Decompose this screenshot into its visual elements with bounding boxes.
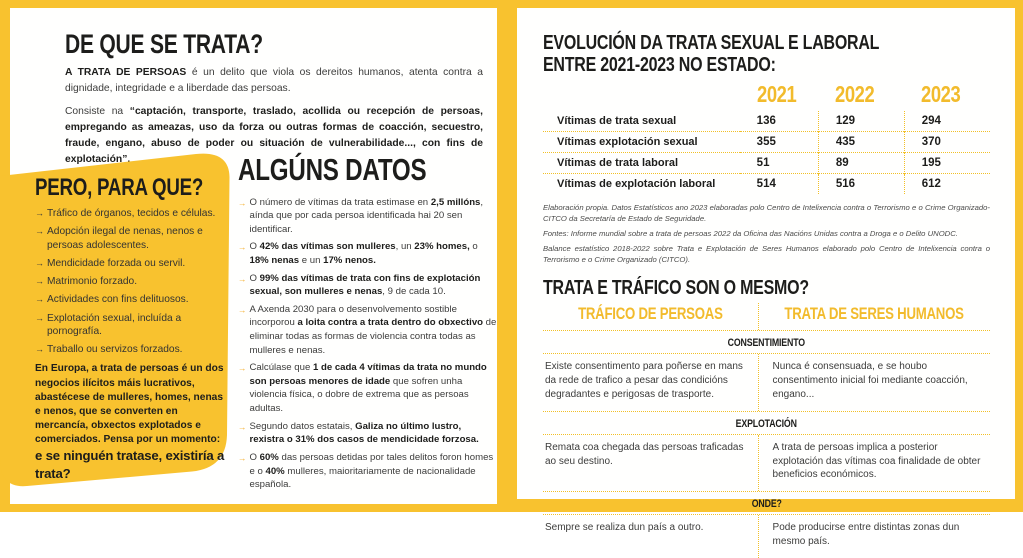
datos-title: ALGÚNS DATOS [238, 152, 427, 187]
stats-title-line1: EVOLUCIÓN DA TRATA SEXUAL E LABORAL [543, 31, 880, 54]
list-item [35, 207, 229, 220]
list-item-text [250, 303, 499, 357]
row-value: 294 [904, 111, 990, 132]
arrow-right-icon: → [35, 276, 44, 287]
page-left [10, 8, 497, 504]
row-value: 136 [740, 111, 818, 132]
list-item [238, 272, 498, 299]
text-run: 18% nenas [249, 254, 300, 266]
text-run: 1 de cada 4 vítimas da trata no mundo son persoas menores de idade [249, 362, 487, 387]
arrow-right-icon: → [35, 257, 44, 268]
arrow-right-icon: → [238, 242, 247, 253]
arrow-right-icon: → [238, 273, 247, 284]
stats-table [543, 81, 990, 194]
source-note: Fontes: Informe mundial sobre a trata de persoas 2022 da Oficina das Nacións Unidas contra a Droga e o Delito UNODC. [543, 228, 958, 238]
section-body [543, 435, 990, 491]
section-cell-trafico: Existe consentimento para poñerse en mans da rede de trafico a pesar das condicións degradantes e perigosas de trasporte. [545, 361, 743, 400]
alguns-datos-section [238, 154, 498, 496]
list-item-text [250, 420, 499, 447]
section-cell-trafico: Remata coa chegada das persoas traficadas ao seu destino. [545, 441, 744, 467]
comparison-table [543, 303, 990, 557]
year-header-label: 2021 [756, 81, 797, 108]
text-run: Calcúlase que [249, 362, 313, 374]
right-page-content [543, 32, 990, 558]
list-item-text [250, 451, 499, 492]
list-item-text [250, 361, 499, 415]
section-body [543, 354, 990, 410]
row-label: Vítimas de trata laboral [543, 153, 740, 174]
list-item-text [250, 272, 499, 299]
stats-title-line2: ENTRE 2021-2023 NO ESTADO: [543, 52, 776, 76]
list-item-text: Traballo ou servizos forzados. [47, 344, 183, 356]
list-item [238, 420, 498, 447]
row-value: 516 [818, 174, 904, 194]
text-run: , un [395, 241, 415, 253]
year-header-label: 2022 [834, 81, 875, 108]
list-item [35, 225, 229, 252]
arrow-right-icon: → [35, 312, 44, 323]
comparison-sections [543, 330, 990, 557]
row-value: 370 [904, 132, 990, 153]
text-run: e un [299, 254, 324, 266]
blob-closing-question: e se ninguén tratase, existiría a trata? [35, 447, 225, 482]
list-item [238, 451, 498, 492]
page-right [517, 8, 1015, 547]
list-item-text [250, 240, 499, 267]
intro-section [65, 30, 483, 168]
text-run: 40% [265, 465, 285, 477]
comparison-headers [543, 303, 990, 330]
column-header-trafico: TRÁFICO DE PERSOAS [577, 305, 723, 324]
row-value: 612 [904, 174, 990, 194]
text-run: O número de vítimas da trata estimase en [249, 196, 431, 208]
text-run: , aínda que por cada persoa identificada hai 20 sen identificar. [249, 196, 484, 235]
text-run: Segundo datos estatais, [249, 420, 356, 432]
section-header-label: CONSENTIMIENTO [727, 337, 806, 350]
text-run: Galiza no último lustro, rexistra o 31% dos casos de mendicidade forzosa. [249, 420, 479, 446]
arrow-right-icon: → [35, 226, 44, 237]
text-run: A Axenda 2030 para o desenvolvemento sostible incorporou [249, 303, 457, 329]
arrow-right-icon: → [35, 344, 44, 355]
comparison-title: TRATA E TRÁFICO SON O MESMO? [543, 275, 809, 299]
section-cell-trata: Nunca é consensuada, e se houbo consentimento inicial foi mediante coacción, engano... [758, 354, 990, 410]
text-run: 17% nenos. [323, 254, 376, 266]
list-item [238, 303, 498, 357]
text-run: 2,5 millóns [430, 196, 481, 208]
section-header [543, 411, 990, 435]
year-header-label: 2023 [920, 81, 961, 108]
list-item [238, 361, 498, 415]
text-run: Consiste na [65, 106, 130, 118]
arrow-right-icon: → [238, 452, 247, 463]
blob-list [35, 207, 229, 356]
row-value: 89 [818, 153, 904, 174]
text-run: 42% das vítimas son mulleres [259, 241, 396, 253]
year-header [818, 81, 904, 111]
row-label: Vítimas de trata sexual [543, 111, 740, 132]
pero-para-que-section [35, 175, 229, 483]
list-item-text: Tráfico de órganos, tecidos e células. [47, 208, 216, 220]
blob-closing [35, 362, 229, 483]
row-value: 435 [818, 132, 904, 153]
list-item-text: Actividades con fins delituosos. [47, 294, 189, 306]
section-cell-trafico: Sempre se realiza dun país a outro. [545, 522, 704, 534]
row-value: 514 [756, 178, 776, 191]
source-note: Balance estatístico 2018-2022 sobre Trata e Explotación de Seres Humanos elaborado polo Centro de Intelixencia contra o Terrorismo e o Crime Organizado (CITCO). [543, 243, 990, 264]
list-item-text: Matrimonio forzado. [47, 276, 138, 288]
row-value: 355 [740, 132, 818, 153]
list-item [35, 293, 229, 306]
text-run: das persoas detidas por tales delitos foron homes e o [249, 451, 494, 477]
text-run: O [249, 241, 260, 253]
list-item-text: Adopción ilegal de nenas, nenos e persoas adolescentes. [47, 226, 203, 251]
section-cell-trata: A trata de persoas implica a posterior explotación das vítimas coa finalidade de obter beneficios económicos. [758, 435, 990, 491]
text-run: O [249, 272, 260, 284]
blob-title: PERO, PARA QUE? [35, 174, 204, 201]
row-label: Vítimas explotación sexual [543, 132, 740, 153]
section-header [543, 491, 990, 515]
arrow-right-icon: → [238, 363, 247, 374]
row-value: 51 [740, 153, 818, 174]
row-label: Vítimas de explotación laboral [557, 178, 716, 191]
list-item [238, 240, 498, 267]
row-value: 129 [818, 111, 904, 132]
list-item [35, 312, 229, 339]
section-header [543, 330, 990, 354]
list-item [35, 257, 229, 270]
source-notes [543, 202, 990, 265]
text-run: mulleres, maioritariamente de nacionalidade española. [249, 465, 476, 491]
arrow-right-icon: → [238, 197, 247, 208]
list-item-text [250, 196, 499, 237]
table-corner-cell [543, 81, 740, 111]
datos-list [238, 196, 498, 492]
section-header-label: EXPLOTACIÓN [735, 417, 798, 430]
year-header [904, 81, 990, 111]
text-run: 23% homes, [414, 241, 470, 253]
text-run: 99% das vítimas de trata con fins de explotación sexual, son mulleres e nenas [249, 272, 481, 298]
text-run: o [469, 241, 478, 253]
text-run: O [249, 451, 260, 463]
text-run: 60% [259, 451, 279, 463]
list-item [35, 275, 229, 288]
list-item-text: Explotación sexual, incluída a pornografía. [47, 312, 182, 337]
text-run: de eliminar todas as formas de violencia contra todas as mulleres e nenas. [249, 317, 497, 356]
blob-closing-text: En Europa, a trata de persoas é un dos negocios ilícitos máis lucrativos, abastécese de mulleres, homes, nenas e nenos, que se converten en mercancía, obxectos explotados e comerciados. Pensa por un momento: [35, 363, 224, 445]
section-body [543, 515, 990, 558]
year-header [740, 81, 818, 111]
intro-paragraph [65, 65, 483, 97]
text-run: A TRATA DE PERSOAS [65, 67, 187, 79]
section-cell-trata: Pode producirse entre distintas zonas dun mesmo país. [758, 515, 990, 558]
text-run: a loita contra a trata dentro do obxectivo [297, 317, 484, 329]
arrow-right-icon: → [238, 304, 247, 315]
text-run: que sofren unha violencia física, o dobre de extrema que as persoas adultas. [249, 375, 469, 415]
section-header-label: ONDE? [751, 498, 782, 511]
source-note: Elaboración propia. Datos Estatísticos ano 2023 elaboradas polo Centro de Intelixencia contra o Terrorismo e o Crime Organizado-CITCO da Secretaría de Estado de Seguridade. [543, 203, 990, 224]
text-run: “captación, transporte, traslado, acollida ou recepción de persoas, empregando as ameazas, uso da forza ou outras formas de coacción, secuestro, fraude, engano, abuso de poder ou situación de vulnerabilidade..., con fins de explotación”. [65, 106, 483, 166]
page-title: DE QUE SE TRATA? [65, 29, 263, 59]
text-run: , 9 de cada 10. [382, 286, 446, 298]
arrow-right-icon: → [35, 208, 44, 219]
arrow-right-icon: → [35, 294, 44, 305]
text-run: é un delito que viola os dereitos humanos, atenta contra a dignidade, integridade e a liberdade das persoas. [65, 67, 483, 95]
list-item [238, 196, 498, 237]
arrow-right-icon: → [238, 421, 247, 432]
list-item [35, 343, 229, 356]
column-header-trata: TRATA DE SERES HUMANOS [758, 303, 990, 330]
row-value: 195 [904, 153, 990, 174]
list-item-text: Mendicidade forzada ou servil. [47, 257, 186, 269]
